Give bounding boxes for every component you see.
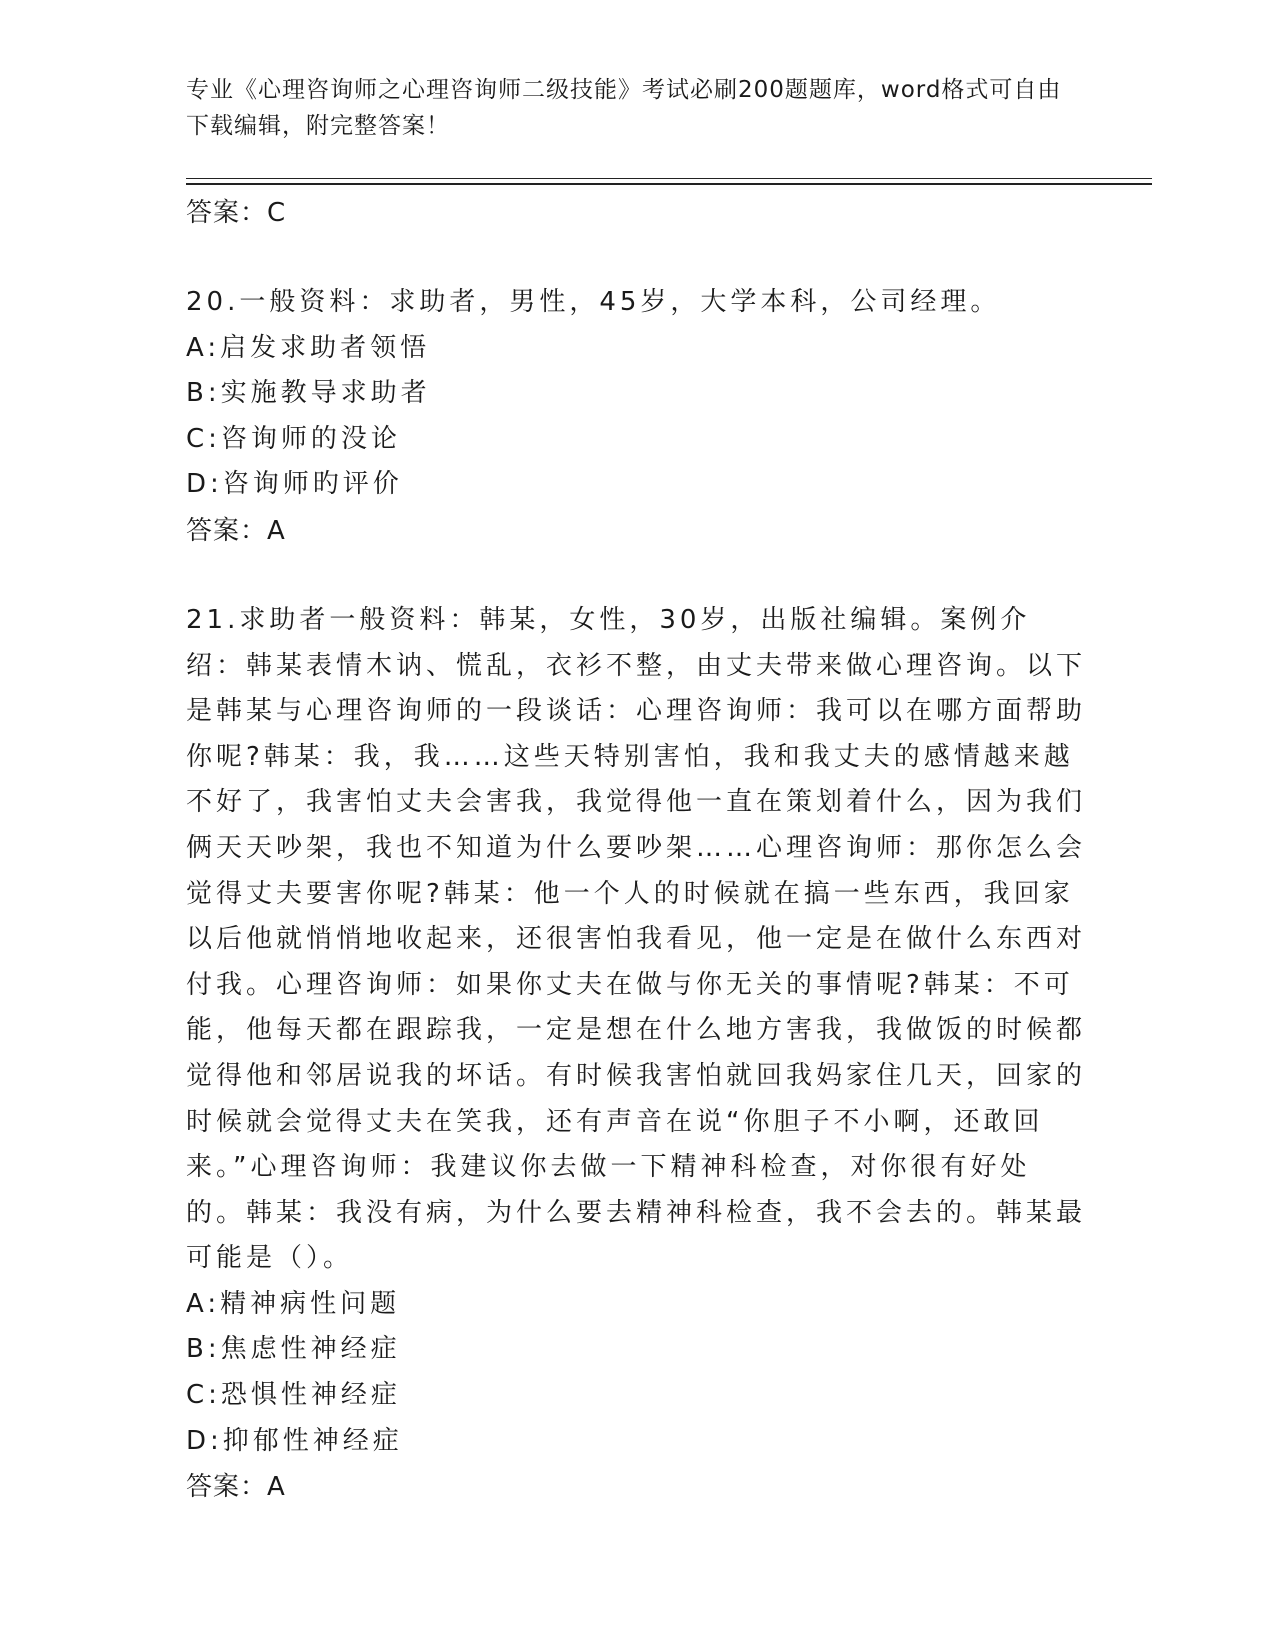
option-c: C:咨询师的没论 bbox=[186, 423, 401, 454]
option-b: B:焦虑性神经症 bbox=[186, 1334, 401, 1365]
spacer bbox=[186, 554, 1086, 598]
header-divider-thick bbox=[186, 183, 1152, 185]
document-body bbox=[186, 190, 1086, 1510]
document-header bbox=[186, 72, 1066, 144]
question-block-21 bbox=[186, 598, 1086, 1510]
option-b: B:实施教导求助者 bbox=[186, 378, 431, 409]
answer-line: 答案：C bbox=[186, 198, 287, 228]
option-a: A:精神病性问题 bbox=[186, 1288, 401, 1319]
question-text: 20.一般资料：求助者，男性，45岁，大学本科，公司经理。 bbox=[186, 287, 1001, 317]
question-text: 21.求助者一般资料：韩某，女性，30岁，出版社编辑。案例介绍：韩某表情木讷、慌乱，衣衫不整，由丈夫带来做心理咨询。以下是韩某与心理咨询师的一段谈话：心理咨询师：我可以在哪方面帮助你呢?韩某：我，我……这些天特别害怕，我和我丈夫的感情越来越不好了，我害怕丈夫会害我，我觉得他一直在策划着什么，因为我们俩天天吵架，我也不知道为什么要吵架……心理咨询师：那你怎么会觉得丈夫要害你呢?韩某：他一个人的时候就在搞一些东西，我回家以后他就悄悄地收起来，还很害怕我看见，他一定是在做什么东西对付我。心理咨询师：如果你丈夫在做与你无关的事情呢?韩某：不可能，他每天都在跟踪我，一定是想在什么地方害我，我做饭的时候都觉得他和邻居说我的坏话。有时候我害怕就回我妈家住几天，回家的时候就会觉得丈夫在笑我，还有声音在说“你胆子不小啊，还敢回来。”心理咨询师：我建议你去做一下精神科检查，对你很有好处的。韩某：我没有病，为什么要去精神科检查，我不会去的。韩某最可能是（）。 bbox=[186, 604, 1087, 1274]
option-d: D:咨询师旳评价 bbox=[186, 469, 403, 500]
header-title: 专业《心理咨询师之心理咨询师二级技能》考试必刷200题题库，word格式可自由下载编辑，附完整答案！ bbox=[186, 77, 1062, 139]
option-d: D:抑郁性神经症 bbox=[186, 1425, 403, 1456]
answer-line: 答案：A bbox=[186, 515, 286, 546]
answer-line: 答案：A bbox=[186, 1472, 286, 1503]
spacer bbox=[186, 236, 1086, 280]
option-a: A:启发求助者领悟 bbox=[186, 332, 431, 363]
question-block-20 bbox=[186, 280, 1086, 554]
option-c: C:恐惧性神经症 bbox=[186, 1380, 401, 1411]
header-divider-thin bbox=[186, 178, 1152, 179]
